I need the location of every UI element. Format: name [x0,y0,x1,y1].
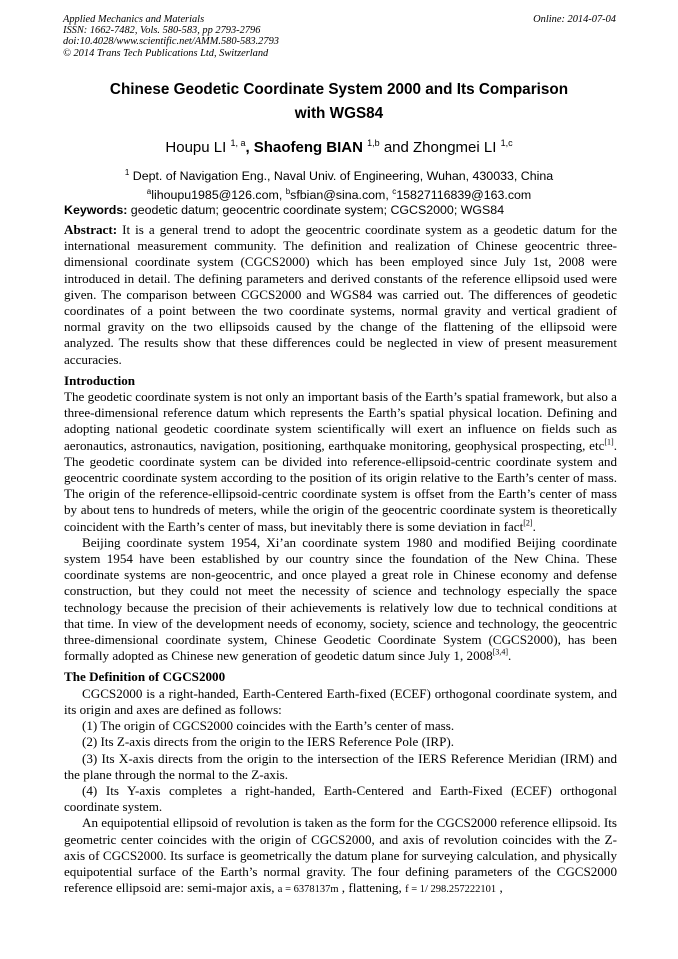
doi: doi:10.4028/www.scientific.net/AMM.580-583.2793 [63,36,279,48]
copyright: © 2014 Trans Tech Publications Ltd, Switzerland [63,47,269,59]
text: . [508,648,512,664]
citation: [1] [604,437,614,447]
abstract [64,222,617,368]
list-item: (4) Its Y-axis completes a right-handed, Earth-Centered and Earth-Fixed (ECEF) orthogonal coordinate system. [64,782,617,815]
math-semi-major-axis: a = 6378137m [277,884,339,896]
citation: [3,4] [492,647,509,657]
author-name: , Shaofeng BIAN [245,139,368,156]
keywords-text: geodetic datum; geocentric coordinate system; CGCS2000; WGS84 [127,203,505,217]
affil-text: Dept. of Navigation Eng., Naval Univ. of Engineering, Wuhan, 430033, China [129,169,554,184]
list-item: (3) Its X-axis directs from the origin to the intersection of the IERS Reference Meridian (IRM) and the plane through the normal to the Z-axis. [64,750,617,782]
journal-header [63,14,279,59]
text: Beijing coordinate system 1954, Xi’an coordinate system 1980 and modified Beijing coordinate system 1954 have been established by our country since the foundation of the New China. These coordinate systems are non-geocentric, and once played a great role in Chinese economy and defense construction, but they could not meet the necessity of science and technology especially the space technology because the precision of their achievements is relatively low due to technical conditions at that time. In view of the development needs of economy, society, science and technology, the geocentric three-dimensional coordinate system, Chinese Geodetic Coordinate System (CGCS2000), has been formally adopted as Chinese new generation of geodetic datum since July 1, 2008 [64,534,617,664]
emails [60,184,618,203]
affil-sup: 1 [124,168,130,177]
authors [60,138,618,156]
journal-name: Applied Mechanics and Materials [63,14,205,25]
title-line: with WGS84 [294,105,384,122]
email-sup: c [392,187,397,197]
paper-title [60,78,618,126]
author-name: and Zhongmei LI [379,139,501,156]
paragraph [64,389,617,535]
online-date: Online: 2014-07-04 [533,14,616,25]
affiliation [60,165,618,203]
abstract-label: Abstract: [64,222,118,237]
list-item: (1) The origin of CGCS2000 coincides with the Earth’s center of mass. [82,718,455,734]
keywords-label: Keywords: [64,203,128,217]
paragraph [64,815,617,898]
email-sup: a [146,187,152,197]
keywords [64,203,504,217]
text: . The geodetic coordinate system can be divided into reference-ellipsoid-centric coordinate system and geocentric coordinate system according to the position of its origin relative to the Earth’s center of mass. The origin of the reference-ellipsoid-centric coordinate system is offset from the Earth’s center of mass by about tens to hundreds of meters, while the origin of the geocentric coordinate system is theoretically coincident with the Earth’s center of mass, but inevitably there is some deviation in fact [64,437,617,534]
author-sup: 1, a [230,138,246,148]
author-sup: 1,c [500,138,513,148]
citation: [2] [523,518,533,528]
text: , flattening, [338,880,406,896]
text: The geodetic coordinate system is not only an important basis of the Earth’s spatial framework, but also a three-dimensional reference datum which represents the Earth’s spatial physical location. Defining and adopting national geodetic coordinate system scientifically will exert an influence on fields such as aeronautics, astronautics, navigation, positioning, earthquake monitoring, geophysical prospecting, etc [64,389,617,453]
section-heading: The Definition of CGCS2000 [64,669,226,685]
email: lihoupu1985@126.com, [151,188,286,203]
abstract-text: It is a general trend to adopt the geocentric coordinate system as a geodetic datum for the international measurement community. The definition and realization of Chinese geocentric three-dimensional coordinate system (CGCS2000) which has been employed since July 1st, 2008 were introduced in detail. The defining parameters and derived constants of the reference ellipsoid used were given. The comparison between CGCS2000 and WGS84 was carried out. The differences of geodetic coordinates of a point between the two coordinate systems, normal gravity and vertical gradient of normal gravity on the two ellipsoids caused by the change of the flattening of the ellipsoid were analyzed. The results show that these differences could be neglected in view of present measurement accuracies. [64,222,617,367]
text: . [532,518,536,534]
email: 15827116839@163.com [396,188,532,203]
author-sup: 1,b [367,138,380,148]
list-item: (2) Its Z-axis directs from the origin to the IERS Reference Pole (IRP). [82,734,454,750]
issn: ISSN: 1662-7482, Vols. 580-583, pp 2793-2796 [63,25,261,37]
email: sfbian@sina.com, [290,188,393,203]
math-flattening: f = 1/ 298.257222101 [405,884,497,896]
title-line: Chinese Geodetic Coordinate System 2000 and Its Comparison [109,81,569,98]
paragraph [64,535,617,665]
author-name: Houpu LI [165,139,231,156]
paragraph: CGCS2000 is a right-handed, Earth-Centered Earth-fixed (ECEF) orthogonal coordinate system, and its origin and axes are defined as follows: [64,685,617,717]
text: An equipotential ellipsoid of revolution is taken as the form for the CGCS2000 reference ellipsoid. Its geometric center coincides with the origin of CGCS2000, and axis of revolution coincides with the Z-axis of CGCS2000. Its surface is geometrically the datum plane for surveying calculation, and physically equipotential surface of the Earth’s normal gravity. The four defining parameters of the CGCS2000 reference ellipsoid are: semi-major axis, [64,815,617,896]
email-sup: b [285,187,291,197]
section-heading: Introduction [64,372,136,388]
text: , [496,880,503,896]
paper-body [64,222,617,898]
